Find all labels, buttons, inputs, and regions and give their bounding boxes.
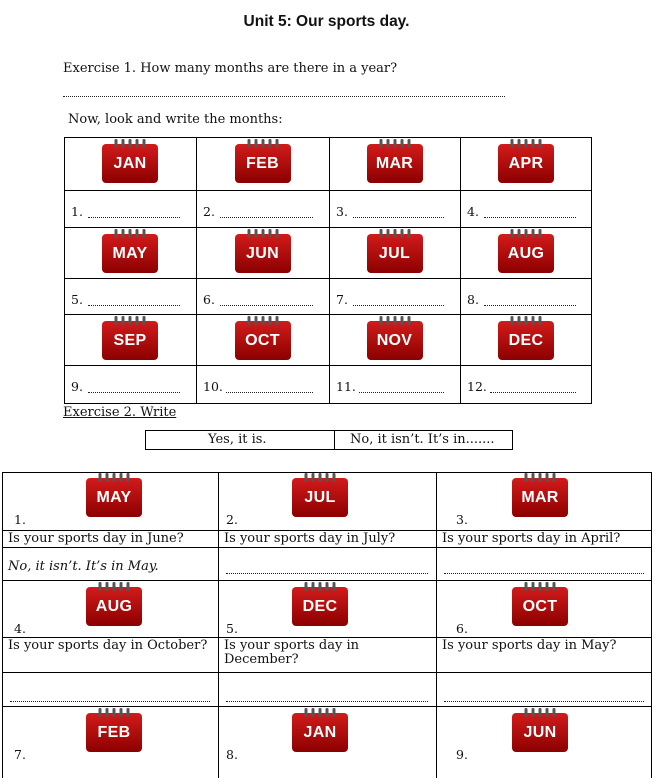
- page-title: Unit 5: Our sports day.: [243, 13, 410, 30]
- month-label: FEB: [97, 724, 131, 741]
- answer-line[interactable]: [63, 96, 505, 97]
- month-number: 6.: [203, 292, 215, 307]
- answer-line[interactable]: [226, 700, 428, 702]
- item-number: 5.: [226, 621, 238, 636]
- month-label: JUL: [304, 489, 336, 506]
- row-divider: [2, 706, 652, 707]
- month-label: MAR: [375, 155, 414, 172]
- month-label: AUG: [507, 245, 545, 262]
- calendar-icon: [512, 708, 568, 752]
- item-number: 2.: [226, 512, 238, 527]
- calendar-icon: [512, 582, 568, 626]
- answer-yes: Yes, it is.: [208, 432, 267, 447]
- column-divider: [460, 137, 461, 404]
- month-label: NOV: [376, 332, 413, 349]
- exercise1-instruction: Now, look and write the months:: [68, 112, 283, 127]
- calendar-icon: [292, 473, 348, 517]
- month-answer-line[interactable]: [359, 391, 444, 393]
- month-number: 11.: [336, 379, 356, 394]
- month-label: MAR: [521, 489, 559, 506]
- divider: [334, 431, 335, 449]
- month-label: JAN: [303, 724, 337, 741]
- answer-no: No, it isn’t. It’s in.......: [350, 432, 495, 447]
- exercise2-heading: Exercise 2. Write: [63, 405, 177, 420]
- month-number: 12.: [467, 379, 487, 394]
- row-divider: [64, 190, 592, 191]
- month-number: 1.: [71, 204, 83, 219]
- answer-options-box: [145, 430, 513, 450]
- month-label: DEC: [508, 332, 544, 349]
- month-label: FEB: [246, 155, 279, 172]
- answer-line[interactable]: [444, 572, 644, 574]
- calendar-icon: [498, 229, 554, 273]
- month-answer-line[interactable]: [353, 304, 444, 306]
- column-divider: [436, 472, 437, 778]
- month-label: JUL: [378, 245, 411, 262]
- calendar-icon: [367, 139, 423, 183]
- month-label: JUN: [523, 724, 557, 741]
- example-answer: No, it isn’t. It’s in May.: [8, 559, 159, 574]
- month-label: JUN: [246, 245, 279, 262]
- answer-line[interactable]: [10, 700, 210, 702]
- month-answer-line[interactable]: [484, 216, 576, 218]
- question-text: Is your sports day in April?: [442, 531, 621, 546]
- month-number: 5.: [71, 292, 83, 307]
- row-divider: [64, 365, 592, 366]
- calendar-icon: [235, 316, 291, 360]
- column-divider: [329, 137, 330, 404]
- month-label: DEC: [302, 598, 338, 615]
- month-number: 4.: [467, 204, 479, 219]
- answer-line[interactable]: [444, 700, 644, 702]
- calendar-icon: [512, 473, 568, 517]
- month-answer-line[interactable]: [88, 304, 180, 306]
- month-label: JAN: [113, 155, 147, 172]
- exercise2-grid: [2, 472, 652, 778]
- item-number: 3.: [456, 512, 468, 527]
- month-answer-line[interactable]: [88, 391, 180, 393]
- month-label: MAY: [112, 245, 148, 262]
- row-divider: [64, 278, 592, 279]
- month-label: OCT: [245, 332, 280, 349]
- month-answer-line[interactable]: [353, 216, 444, 218]
- month-label: AUG: [95, 598, 133, 615]
- month-label: MAY: [96, 489, 132, 506]
- row-divider: [2, 580, 652, 581]
- exercise1-question: Exercise 1. How many months are there in a year?: [63, 61, 398, 76]
- calendar-icon: [292, 582, 348, 626]
- answer-line[interactable]: [226, 572, 428, 574]
- month-number: 7.: [336, 292, 348, 307]
- month-answer-line[interactable]: [226, 391, 313, 393]
- item-number: 8.: [226, 747, 238, 762]
- question-text: Is your sports day in June?: [8, 531, 184, 546]
- calendar-icon: [367, 316, 423, 360]
- month-number: 3.: [336, 204, 348, 219]
- calendar-icon: [235, 229, 291, 273]
- row-divider: [64, 227, 592, 228]
- row-divider: [2, 672, 652, 673]
- question-text: Is your sports day in December?: [224, 638, 359, 667]
- row-divider: [2, 547, 652, 548]
- month-number: 10.: [203, 379, 223, 394]
- month-answer-line[interactable]: [88, 216, 180, 218]
- month-number: 8.: [467, 292, 479, 307]
- month-label: SEP: [113, 332, 147, 349]
- question-text: Is your sports day in May?: [442, 638, 617, 653]
- question-text: Is your sports day in July?: [224, 531, 396, 546]
- item-number: 4.: [14, 621, 26, 636]
- row-divider: [64, 314, 592, 315]
- calendar-icon: [367, 229, 423, 273]
- month-label: OCT: [522, 598, 558, 615]
- question-text: Is your sports day in October?: [8, 638, 208, 653]
- calendar-icon: [86, 473, 142, 517]
- item-number: 7.: [14, 747, 26, 762]
- month-answer-line[interactable]: [220, 216, 313, 218]
- month-number: 2.: [203, 204, 215, 219]
- calendar-icon: [102, 139, 158, 183]
- item-number: 6.: [456, 621, 468, 636]
- month-answer-line[interactable]: [220, 304, 313, 306]
- column-divider: [196, 137, 197, 404]
- calendar-icon: [102, 316, 158, 360]
- calendar-icon: [102, 229, 158, 273]
- calendar-icon: [235, 139, 291, 183]
- calendar-icon: [86, 708, 142, 752]
- column-divider: [218, 472, 219, 778]
- calendar-icon: [86, 582, 142, 626]
- month-answer-line[interactable]: [490, 391, 576, 393]
- calendar-icon: [498, 316, 554, 360]
- calendar-icon: [498, 139, 554, 183]
- month-number: 9.: [71, 379, 83, 394]
- item-number: 1.: [14, 512, 26, 527]
- calendar-icon: [292, 708, 348, 752]
- month-label: APR: [508, 155, 544, 172]
- month-answer-line[interactable]: [484, 304, 576, 306]
- item-number: 9.: [456, 747, 468, 762]
